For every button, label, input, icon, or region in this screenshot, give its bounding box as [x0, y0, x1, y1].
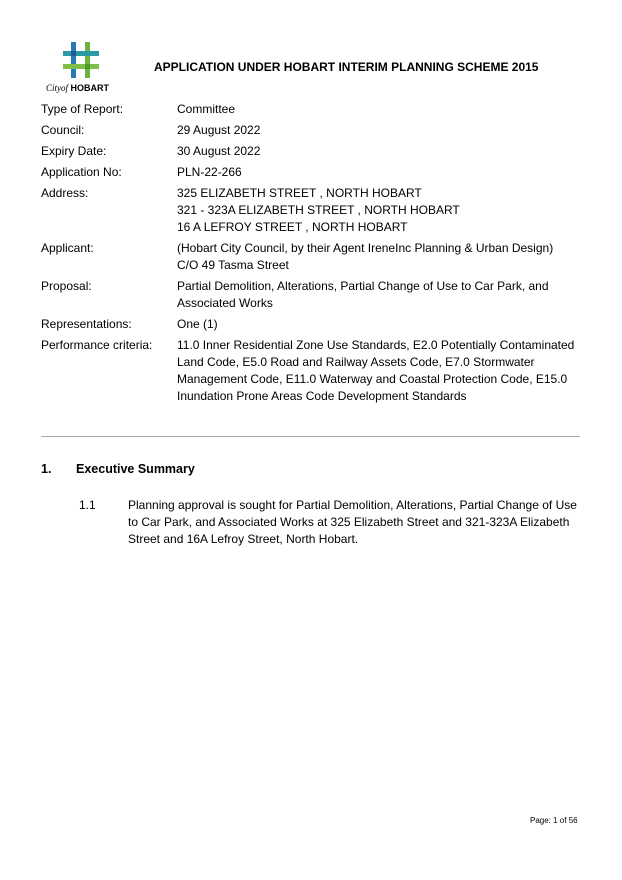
detail-value: (Hobart City Council, by their Agent IreneInc Planning & Urban Design) C/O 49 Tasma Street — [177, 241, 554, 272]
detail-row-council — [41, 122, 586, 139]
paragraph-text: Planning approval is sought for Partial Demolition, Alterations, Partial Change of Use to Car Park, and Associated Works at 325 Elizabeth Street and 321-323A Elizabeth Street and 16A Lefroy Street, North Hobart. — [128, 498, 577, 546]
detail-row-expiry — [41, 143, 586, 160]
paragraph — [79, 497, 589, 548]
detail-label: Expiry Date: — [41, 144, 107, 158]
section-number: 1. — [41, 462, 52, 476]
detail-value: 29 August 2022 — [177, 123, 261, 137]
detail-value: One (1) — [177, 317, 218, 331]
detail-label: Council: — [41, 123, 85, 137]
detail-label: Type of Report: — [41, 102, 124, 116]
detail-label: Representations: — [41, 317, 132, 331]
detail-value: 30 August 2022 — [177, 144, 261, 158]
report-details — [41, 101, 586, 409]
divider — [41, 436, 580, 437]
page-title: APPLICATION UNDER HOBART INTERIM PLANNING SCHEME 2015 — [154, 60, 539, 74]
section-heading — [41, 462, 195, 476]
city-of-hobart-logo — [46, 42, 134, 98]
detail-label: Application No: — [41, 165, 122, 179]
page-number: Page: 1 of 56 — [530, 816, 578, 825]
detail-label: Address: — [41, 186, 89, 200]
detail-row-application-no — [41, 164, 586, 181]
paragraph-number: 1.1 — [79, 498, 96, 512]
detail-value: Committee — [177, 102, 236, 116]
logo-wordmark: Cityof HOBART — [46, 83, 110, 93]
detail-row-representations — [41, 316, 586, 333]
detail-label: Proposal: — [41, 279, 92, 293]
detail-value: Partial Demolition, Alterations, Partial Change of Use to Car Park, and Associated Works — [177, 279, 549, 310]
detail-row-applicant — [41, 240, 586, 274]
detail-row-address — [41, 185, 586, 236]
detail-row-proposal — [41, 278, 586, 312]
detail-label: Applicant: — [41, 241, 94, 255]
detail-value: PLN-22-266 — [177, 165, 242, 179]
detail-row-performance-criteria — [41, 337, 586, 405]
section-title: Executive Summary — [76, 462, 195, 476]
detail-label: Performance criteria: — [41, 338, 153, 352]
detail-value: 325 ELIZABETH STREET , NORTH HOBART 321 - 323A ELIZABETH STREET , NORTH HOBART 16 A LEFROY STREET , NORTH HOBART — [177, 186, 460, 234]
hobart-emblem-icon — [63, 42, 99, 78]
detail-row-type — [41, 101, 586, 118]
detail-value: 11.0 Inner Residential Zone Use Standards, E2.0 Potentially Contaminated Land Code, E5.0 Road and Railway Assets Code, E7.0 Stormwater Management Code, E11.0 Waterway and Coastal Protection Code, E15.0 Inundation Prone Areas Code Development Standards — [177, 338, 575, 403]
